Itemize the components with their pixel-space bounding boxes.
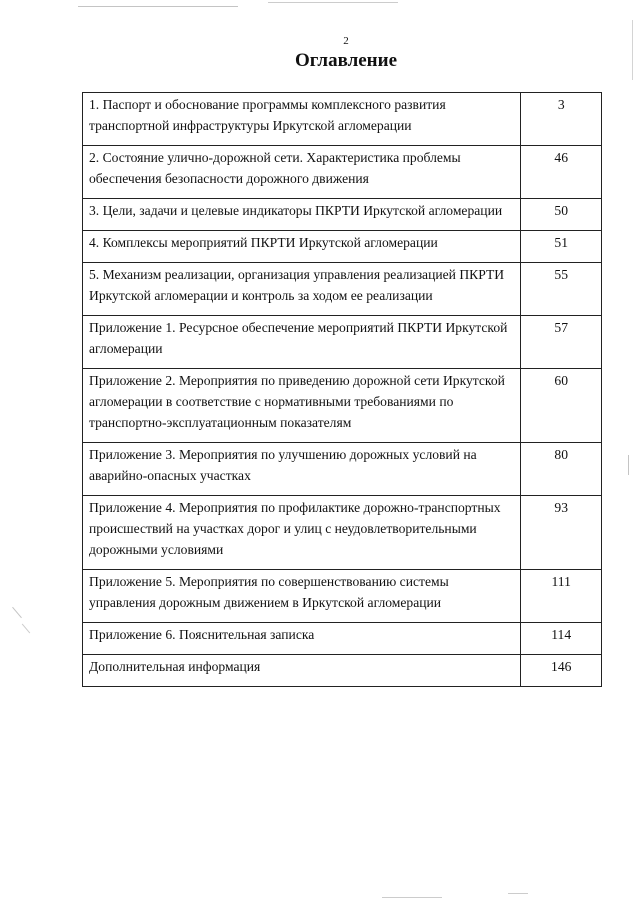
toc-row xyxy=(83,199,602,231)
toc-entry-page: 93 xyxy=(521,496,602,570)
toc-entry-title: Приложение 4. Мероприятия по профилактике дорожно-транспортных происшествий на участках дорог и улиц с неудовлетворительными дорожными условиями xyxy=(83,496,521,570)
scan-dash-left-2 xyxy=(22,624,30,634)
toc-entry-page: 57 xyxy=(521,316,602,369)
toc-entry-title: 3. Цели, задачи и целевые индикаторы ПКРТИ Иркутской агломерации xyxy=(83,199,521,231)
toc-entry-page: 50 xyxy=(521,199,602,231)
toc-row xyxy=(83,231,602,263)
toc-row xyxy=(83,146,602,199)
scan-line-top-right xyxy=(268,2,398,3)
toc-entry-title: 2. Состояние улично-дорожной сети. Характеристика проблемы обеспечения безопасности дорожного движения xyxy=(83,146,521,199)
scan-dash-left xyxy=(12,607,22,618)
toc-entry-title: Приложение 6. Пояснительная записка xyxy=(83,623,521,655)
scan-tick-right xyxy=(628,455,629,475)
toc-row xyxy=(83,443,602,496)
toc-entry-page: 3 xyxy=(521,93,602,146)
toc-entry-title: 4. Комплексы мероприятий ПКРТИ Иркутской агломерации xyxy=(83,231,521,263)
toc-entry-title: Приложение 1. Ресурсное обеспечение мероприятий ПКРТИ Иркутской агломерации xyxy=(83,316,521,369)
toc-table xyxy=(82,92,602,687)
toc-row xyxy=(83,496,602,570)
toc-entry-page: 146 xyxy=(521,655,602,687)
page-number: 2 xyxy=(343,35,349,47)
toc-row xyxy=(83,316,602,369)
toc-entry-title: Приложение 5. Мероприятия по совершенствованию системы управления дорожным движением в Иркутской агломерации xyxy=(83,570,521,623)
toc-entry-title: Приложение 3. Мероприятия по улучшению дорожных условий на аварийно-опасных участках xyxy=(83,443,521,496)
toc-row xyxy=(83,570,602,623)
toc-entry-page: 60 xyxy=(521,369,602,443)
toc-row xyxy=(83,623,602,655)
toc-row xyxy=(83,263,602,316)
toc-entry-title: Приложение 2. Мероприятия по приведению дорожной сети Иркутской агломерации в соответствие с нормативными требованиями по транспортно-эксплуатационным показателям xyxy=(83,369,521,443)
toc-row xyxy=(83,655,602,687)
scan-line-top-left xyxy=(78,6,238,7)
page-title: Оглавление xyxy=(294,50,398,71)
toc-entry-title: 1. Паспорт и обоснование программы комплексного развития транспортной инфраструктуры Иркутской агломерации xyxy=(83,93,521,146)
scan-line-bottom-2 xyxy=(508,893,528,894)
scan-line-bottom xyxy=(382,897,442,898)
toc-entry-title: 5. Механизм реализации, организация управления реализацией ПКРТИ Иркутской агломерации и контроль за ходом ее реализации xyxy=(83,263,521,316)
toc-entry-title: Дополнительная информация xyxy=(83,655,521,687)
toc-row xyxy=(83,93,602,146)
toc-entry-page: 51 xyxy=(521,231,602,263)
toc-entry-page: 80 xyxy=(521,443,602,496)
toc-entry-page: 46 xyxy=(521,146,602,199)
toc-row xyxy=(83,369,602,443)
toc-entry-page: 114 xyxy=(521,623,602,655)
toc-entry-page: 111 xyxy=(521,570,602,623)
toc-entry-page: 55 xyxy=(521,263,602,316)
